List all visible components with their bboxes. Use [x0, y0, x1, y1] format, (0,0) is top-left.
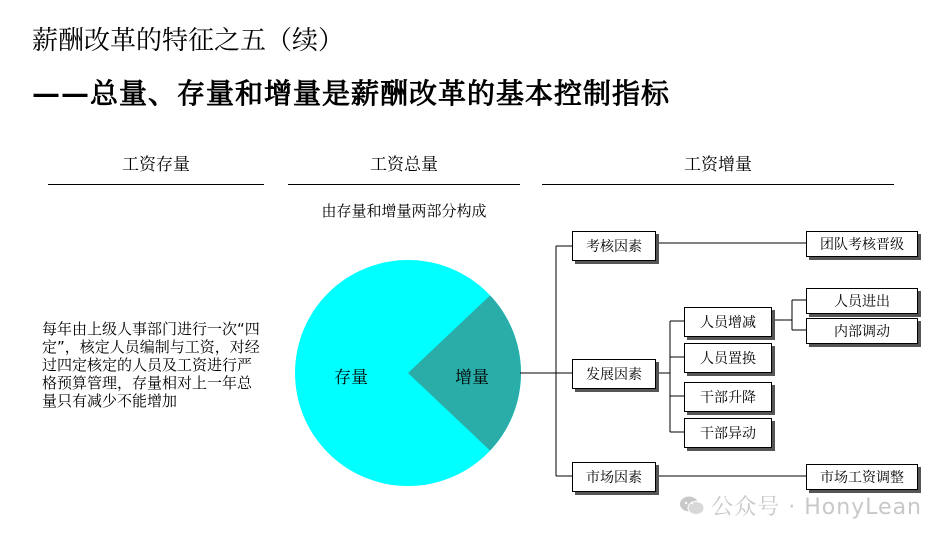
dev-box-staff-replace: 人员置换	[684, 343, 772, 373]
pie-label-increment: 增量	[455, 368, 489, 388]
stock-description: 每年由上级人事部门进行一次“四定”，核定人员编制与工资，对经过四定核定的人员及工资进行严格预算管理，存量相对上一年总量只有减少不能增加	[42, 320, 260, 410]
watermark-text: 公众号 · HonyLean	[711, 495, 922, 520]
factor-box-development: 发展因素	[572, 359, 656, 389]
page-subtitle: ——总量、存量和增量是薪酬改革的基本控制指标	[32, 77, 671, 110]
column-heading-stock: 工资存量	[122, 155, 190, 175]
staff-box-in-out: 人员进出	[806, 288, 918, 314]
wechat-icon	[679, 495, 705, 517]
factor-box-market: 市场因素	[572, 462, 656, 492]
column-heading-increment: 工资增量	[684, 155, 752, 175]
factor-box-assessment: 考核因素	[572, 231, 656, 261]
dev-box-cadre-promotion: 干部升降	[684, 382, 772, 412]
staff-box-internal: 内部调动	[806, 318, 918, 344]
dev-box-cadre-transfer: 干部异动	[684, 418, 772, 448]
pie-caption: 由存量和增量两部分构成	[321, 202, 487, 220]
pie-label-stock: 存量	[334, 368, 368, 388]
dev-box-staff-change: 人员增减	[684, 307, 772, 337]
column-heading-total: 工资总量	[370, 155, 438, 175]
page-title: 薪酬改革的特征之五（续）	[32, 26, 345, 56]
outcome-box-market-adjust: 市场工资调整	[806, 464, 918, 490]
outcome-box-team-grade: 团队考核晋级	[806, 231, 918, 257]
watermark	[679, 490, 922, 521]
